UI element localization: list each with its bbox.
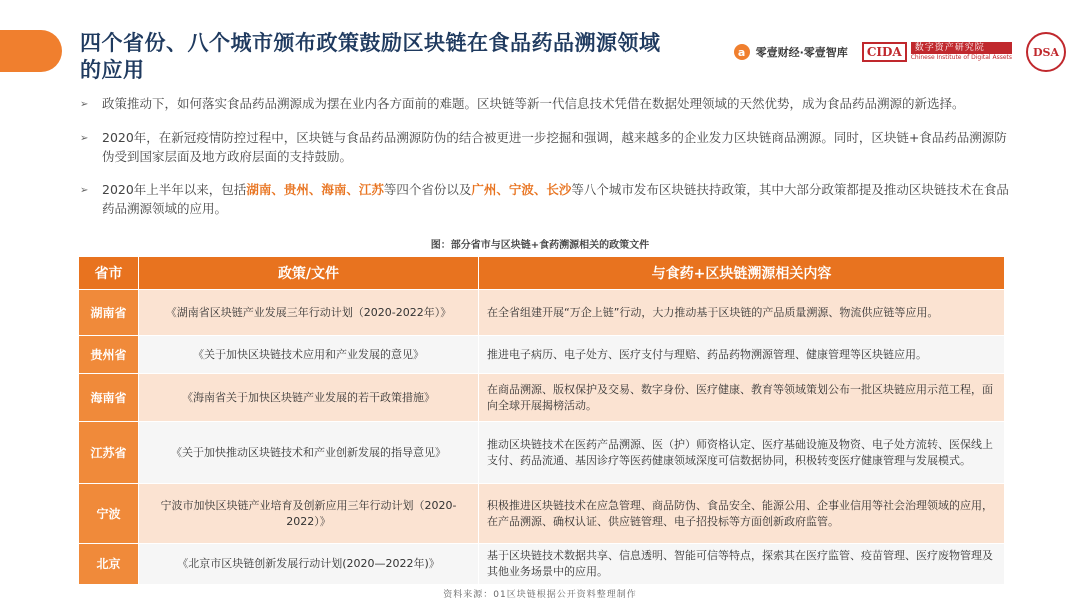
cida-mark: CIDA: [862, 42, 907, 62]
content-cell: 积极推进区块链技术在应急管理、商品防伪、食品安全、能源公用、企事业信用等社会治理领域的应用，在产品溯源、确权认证、供应链管理、电子招投标等方面创新政府监管。: [479, 484, 1005, 544]
page-title: 四个省份、八个城市颁布政策鼓励区块链在食品药品溯源领域的应用: [80, 31, 661, 82]
policy-cell: 《北京市区块链创新发展行动计划(2020—2022年)》: [139, 544, 479, 585]
bullet-text-part: 2020年，在新冠疫情防控过程中，区块链与食品药品溯源防伪的结合被更进一步挖掘和强调，越来越多的企业发力区块链商品溯源。同时，区块链+食品药品溯源防伪受到国家层面及地方政府层面的支持鼓励。: [102, 130, 1007, 164]
province-cell: 贵州省: [79, 336, 139, 374]
table-caption: 图：部分省市与区块链+食药溯源相关的政策文件: [430, 240, 650, 251]
table-row: [79, 336, 1005, 374]
policy-cell: 《关于加快推动区块链技术和产业创新发展的指导意见》: [139, 422, 479, 484]
content-cell: 推动区块链技术在医药产品溯源、医（护）师资格认定、医疗基础设施及物资、电子处方流转、医保线上支付、药品流通、基因诊疗等医药健康领域深度可信数据协同，积极转变医疗健康管理与发展模式。: [479, 422, 1005, 484]
highlight-text: 湖南、贵州、海南、江苏: [246, 182, 384, 197]
bullet-text: [102, 94, 1010, 114]
policy-cell: 宁波市加快区块链产业培育及创新应用三年行动计划（2020-2022）》: [139, 484, 479, 544]
province-cell: 宁波: [79, 484, 139, 544]
province-cell: 海南省: [79, 374, 139, 422]
cida-logo: [862, 42, 1012, 62]
policy-cell: 《海南省关于加快区块链产业发展的若干政策措施》: [139, 374, 479, 422]
bullet-item: [80, 94, 1010, 114]
province-cell: 湖南省: [79, 290, 139, 336]
policy-cell: 《湖南省区块链产业发展三年行动计划（2020-2022年）》: [139, 290, 479, 336]
header-content: 与食药+区块链溯源相关内容: [479, 257, 1005, 290]
dsa-seal-icon: DSA: [1026, 32, 1066, 72]
logo-bar: [734, 32, 1066, 72]
bullet-item: [80, 128, 1010, 166]
table-row: [79, 484, 1005, 544]
header-policy: 政策/文件: [139, 257, 479, 290]
content-cell: 基于区块链技术数据共享、信息透明、智能可信等特点，探索其在医疗监管、疫苗管理、医疗废物管理及其他业务场景中的应用。: [479, 544, 1005, 585]
content-cell: 推进电子病历、电子处方、医疗支付与理赔、药品药物溯源管理、健康管理等区块链应用。: [479, 336, 1005, 374]
lingyi-mark-icon: a: [734, 44, 750, 60]
content-cell: 在商品溯源、版权保护及交易、数字身份、医疗健康、教育等领域策划公布一批区块链应用示范工程，面向全球开展揭榜活动。: [479, 374, 1005, 422]
bullet-text-part: 等八个城市发布区块链扶持政策，其中大部分政策都提及推动区块链技术在食品药品溯源领域的应用。: [102, 182, 1009, 216]
table-row: [79, 422, 1005, 484]
arrow-bullet-icon: ➢: [80, 133, 89, 144]
lingyi-logo: [734, 44, 848, 60]
highlight-text: 广州、宁波、长沙: [471, 182, 572, 197]
bullet-text-part: 2020年上半年以来，包括: [102, 182, 247, 197]
bullet-text: [102, 180, 1010, 218]
table-row: [79, 290, 1005, 336]
policy-table: [78, 256, 1005, 585]
bullet-item: [80, 180, 1010, 218]
cida-cn-text: 数字资产研究院: [911, 42, 1012, 54]
source-note: 资料来源：01区块链根据公开资料整理制作: [443, 590, 637, 600]
table-row: [79, 374, 1005, 422]
bullet-text-part: 等四个省份以及: [383, 182, 472, 197]
lingyi-logo-text: 零壹财经·零壹智库: [755, 46, 848, 59]
arrow-bullet-icon: ➢: [80, 99, 89, 110]
province-cell: 北京: [79, 544, 139, 585]
bullet-list: [80, 94, 1010, 232]
arrow-bullet-icon: ➢: [80, 185, 89, 196]
header-province: 省市: [79, 257, 139, 290]
policy-cell: 《关于加快区块链技术应用和产业发展的意见》: [139, 336, 479, 374]
bullet-text: [102, 128, 1010, 166]
accent-tab: [0, 30, 62, 72]
cida-en-text: Chinese Institute of Digital Assets: [910, 54, 1012, 61]
bullet-text-part: 政策推动下，如何落实食品药品溯源成为摆在业内各方面前的难题。区块链等新一代信息技术凭借在数据处理领域的天然优势，成为食品药品溯源的新选择。: [102, 96, 965, 111]
table-row: [79, 544, 1005, 585]
province-cell: 江苏省: [79, 422, 139, 484]
table-header-row: [79, 257, 1005, 290]
content-cell: 在全省组建开展“万企上链”行动，大力推动基于区块链的产品质量溯源、物流供应链等应用。: [479, 290, 1005, 336]
